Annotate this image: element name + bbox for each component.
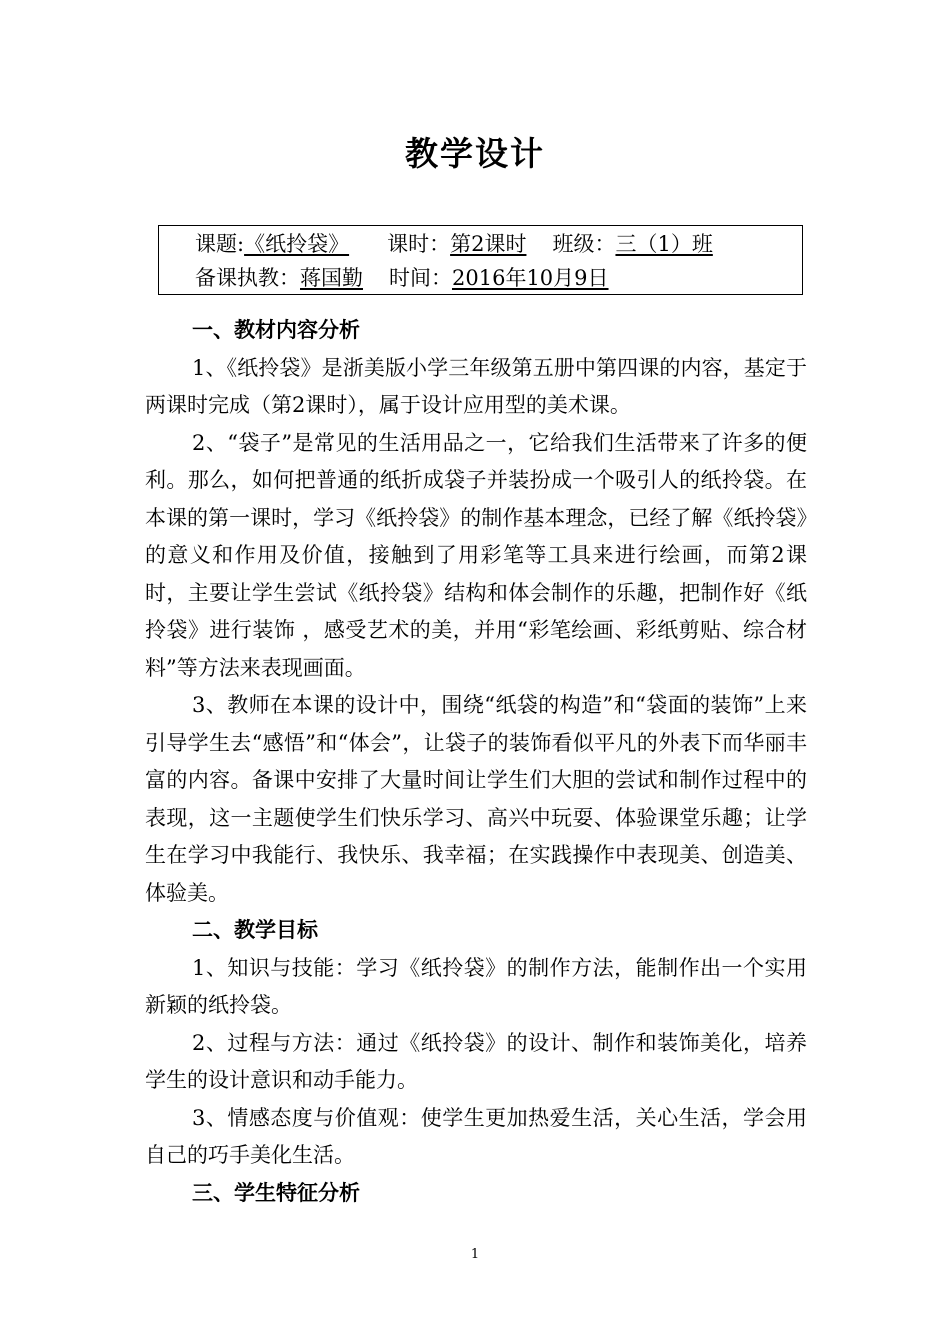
- section-heading: 一、教材内容分析: [192, 318, 360, 342]
- section-heading: 二、教学目标: [192, 918, 318, 942]
- date-value: 2016年10月9日: [452, 266, 609, 290]
- period-label: 课时：: [387, 232, 451, 256]
- date-label: 时间：: [389, 266, 452, 290]
- teacher-value: 蒋国勤: [300, 266, 363, 290]
- lesson-info-box: [158, 225, 803, 295]
- body-paragraph: 1、知识与技能：学习《纸拎袋》的制作方法，能制作出一个实用新颖的纸拎袋。: [145, 955, 807, 1017]
- section-heading: 三、学生特征分析: [192, 1180, 360, 1205]
- topic-label: 课题:: [195, 232, 245, 256]
- class-label: 班级：: [552, 232, 616, 256]
- lesson-info-row-1: [195, 229, 713, 259]
- teacher-label: 备课执教：: [195, 266, 300, 290]
- period-value: 第2课时: [450, 232, 527, 256]
- lesson-info-row-2: [195, 263, 609, 293]
- body-paragraph: 1、《纸拎袋》是浙美版小学三年级第五册中第四课的内容，基定于两课时完成（第2课时），属于设计应用型的美术课。: [145, 355, 807, 417]
- body-paragraph: 3、教师在本课的设计中，围绕“纸袋的构造”和“袋面的装饰”上来引导学生去“感悟”和“体会”，让袋子的装饰看似平凡的外表下而华丽丰富的内容。备课中安排了大量时间让学生们大胆的尝试和制作过程中的表现，这一主题使学生们快乐学习、高兴中玩耍、体验课堂乐趣；让学生在学习中我能行、我快乐、我幸福；在实践操作中表现美、创造美、体验美。: [145, 693, 807, 905]
- body-paragraph: 2、“袋子”是常见的生活用品之一，它给我们生活带来了许多的便利。那么，如何把普通的纸折成袋子并装扮成一个吸引人的纸拎袋。在本课的第一课时，学习《纸拎袋》的制作基本理念，已经了解《纸拎袋》的意义和作用及价值，接触到了用彩笔等工具来进行绘画，而第2课时，主要让学生尝试《纸拎袋》结构和体会制作的乐趣，把制作好《纸拎袋》进行装饰 ，感受艺术的美，并用“彩笔绘画、彩纸剪贴、综合材料”等方法来表现画面。: [145, 430, 807, 680]
- page-number: 1: [470, 1247, 480, 1262]
- body-paragraph: 3、情感态度与价值观：使学生更加热爱生活，关心生活，学会用自己的巧手美化生活。: [145, 1105, 807, 1167]
- body-paragraph: 2、过程与方法：通过《纸拎袋》的设计、制作和装饰美化，培养学生的设计意识和动手能力。: [145, 1030, 807, 1092]
- document-body: [145, 312, 807, 1212]
- class-value: 三（1）班: [615, 232, 713, 256]
- document-title: 教学设计: [405, 134, 545, 173]
- topic-value: 《纸拎袋》: [244, 232, 350, 256]
